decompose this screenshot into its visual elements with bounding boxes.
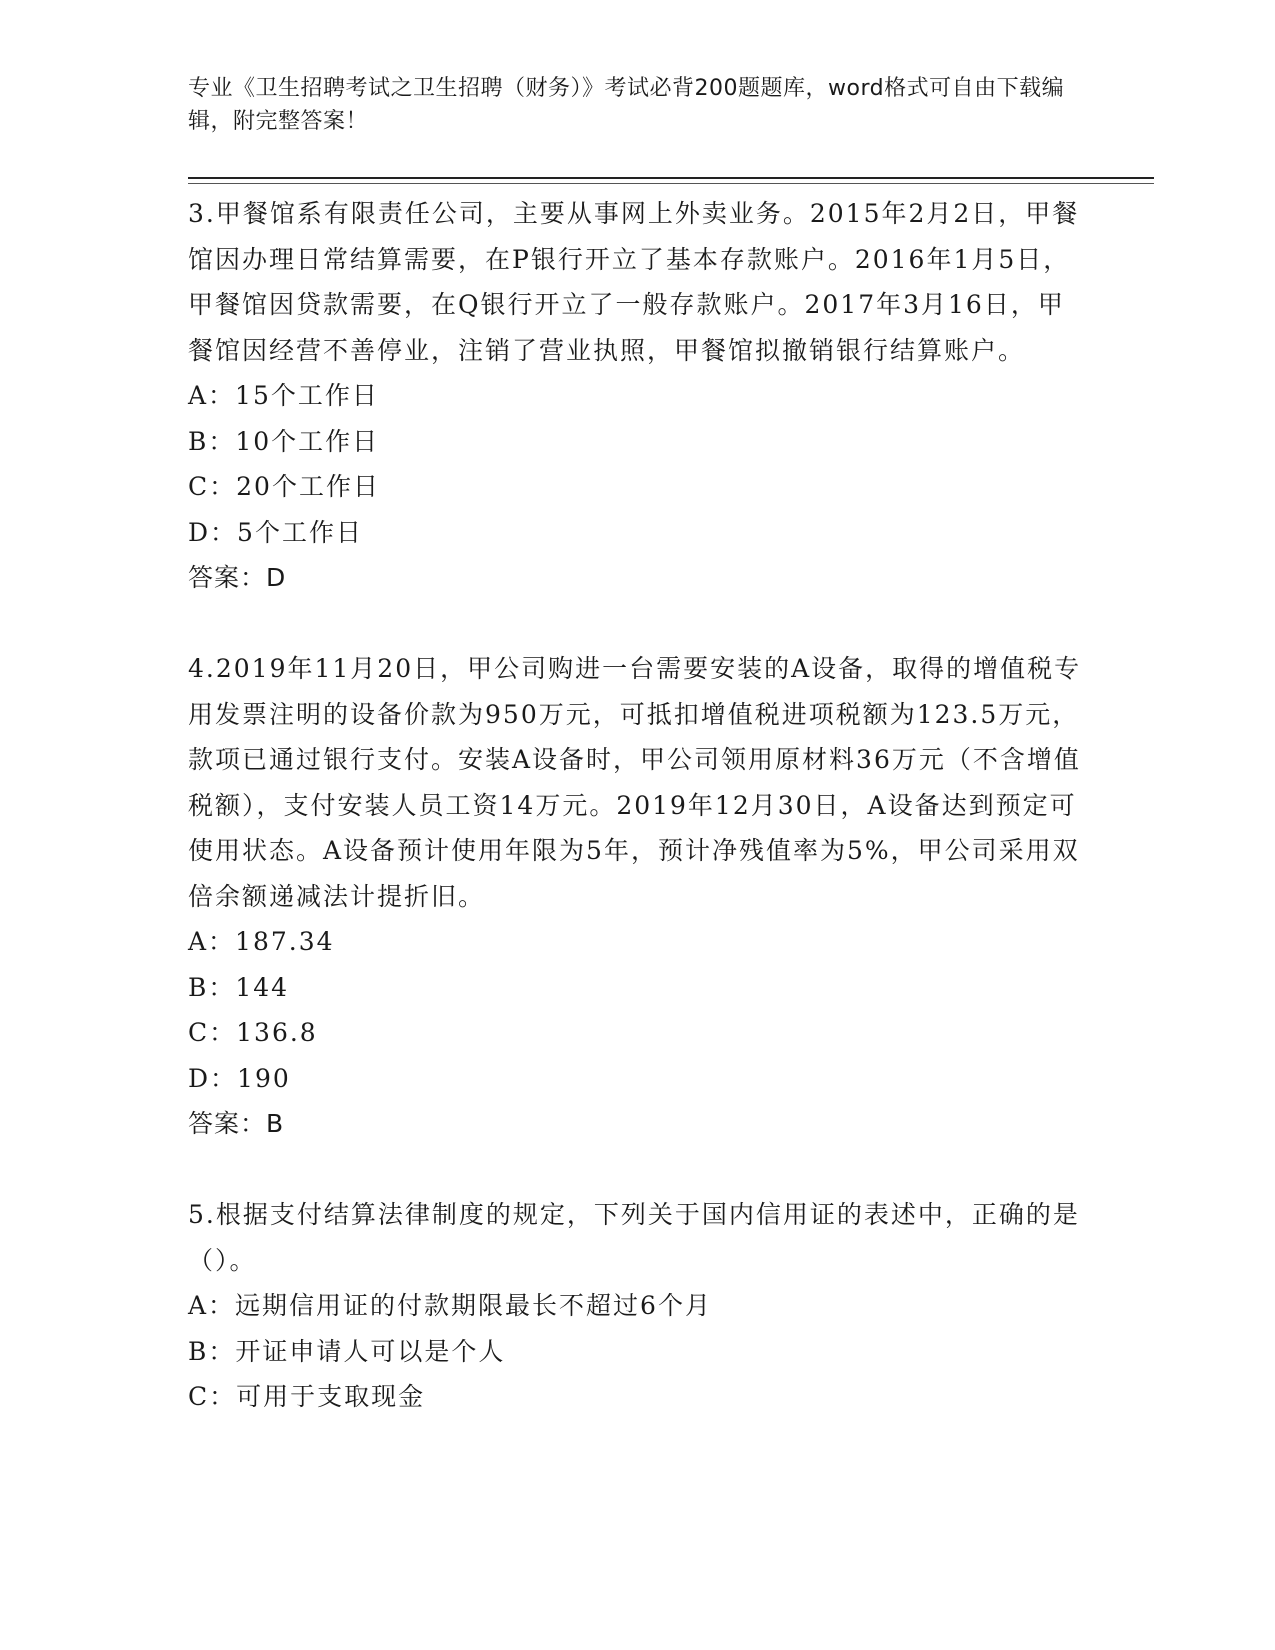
option-b: B：144 bbox=[188, 972, 290, 1002]
question-4 bbox=[188, 646, 1088, 1147]
question-text: 3.甲餐馆系有限责任公司，主要从事网上外卖业务。2015年2月2日，甲餐馆因办理日常结算需要，在P银行开立了基本存款账户。2016年1月5日，甲餐馆因贷款需要，在Q银行开立了一般存款账户。2017年3月16日，甲餐馆因经营不善停业，注销了营业执照，甲餐馆拟撤销银行结算账户。 bbox=[188, 199, 1080, 365]
question-list bbox=[188, 191, 1088, 1420]
option-d: D：190 bbox=[188, 1063, 291, 1093]
option-a: A：187.34 bbox=[188, 927, 335, 956]
question-text: 5.根据支付结算法律制度的规定，下列关于国内信用证的表述中，正确的是（）。 bbox=[188, 1200, 1080, 1275]
question-text: 4.2019年11月20日，甲公司购进一台需要安装的A设备，取得的增值税专用发票注明的设备价款为950万元，可抵扣增值税进项税额为123.5万元，款项已通过银行支付。安装A设备时，甲公司领用原材料36万元（不含增值税额），支付安装人员工资14万元。2019年12月30日，A设备达到预定可使用状态。A设备预计使用年限为5年，预计净残值率为5%，甲公司采用双倍余额递减法计提折旧。 bbox=[188, 654, 1082, 911]
option-a: A：远期信用证的付款期限最长不超过6个月 bbox=[188, 1291, 712, 1320]
answer-line: 答案：B bbox=[188, 1109, 285, 1138]
question-5 bbox=[188, 1192, 1088, 1420]
option-a: A：15个工作日 bbox=[188, 381, 379, 410]
option-d: D：5个工作日 bbox=[188, 517, 363, 547]
header-divider-thick bbox=[188, 177, 1154, 179]
option-b: B：10个工作日 bbox=[188, 426, 380, 456]
option-c: C：136.8 bbox=[188, 1018, 318, 1047]
header-divider-thin bbox=[188, 183, 1154, 184]
question-spacer bbox=[188, 601, 1088, 647]
answer-line: 答案：D bbox=[188, 563, 287, 592]
question-3 bbox=[188, 191, 1088, 601]
option-b: B：开证申请人可以是个人 bbox=[188, 1336, 506, 1366]
option-c: C：20个工作日 bbox=[188, 472, 380, 501]
question-spacer bbox=[188, 1147, 1088, 1193]
option-c: C：可用于支取现金 bbox=[188, 1382, 426, 1411]
document-header: 专业《卫生招聘考试之卫生招聘（财务）》考试必背200题题库，word格式可自由下载编辑，附完整答案！ bbox=[188, 76, 1065, 134]
